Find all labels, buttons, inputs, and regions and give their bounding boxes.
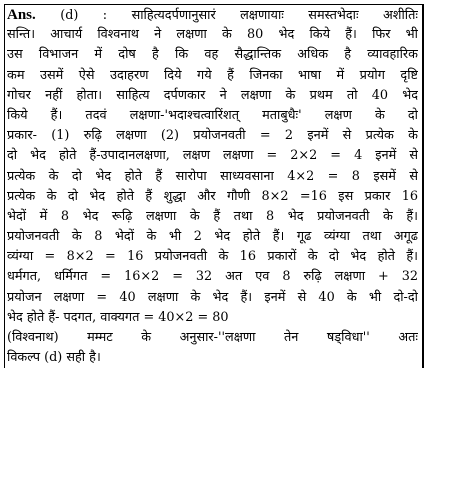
answer-line-8: दो भेद होते हैं-उपादानलक्षणा, लक्षण लक्षणा = 2×2 = 4 इनमें से [7,148,418,164]
answer-line-12: प्रयोजनवती के 8 भेदों के भी 2 भेद होते हैं। गूढ व्यंग्या तथा अगूढ [7,229,418,245]
answer-line-15: प्रयोजन लक्षणा = 40 लक्षणा के भेद हैं। इनमें से 40 के भी दो-दो [7,289,418,305]
answer-line-7: प्रकार- (1) रुढ़ि लक्षणा (2) प्रयोजनवती = 2 इनमें से प्रत्येक के [7,128,418,144]
answer-line-1 [7,5,418,25]
answer-line-5: गोचर नहीं होता। साहित्य दर्पणकार ने लक्षणा के प्रथम तो 40 भेद [7,87,418,103]
answer-line-11: भेदों में 8 भेद रूढ़ि लक्षणा के हैं तथा 8 भेद प्रयोजनवती के हैं। [7,208,418,224]
answer-line-3: उस विभाजन में दोष है कि वह सैद्धान्तिक अधिक है व्यावहारिक [7,47,418,63]
answer-line-4: कम उसमें ऐसे उदाहरण दिये गये हैं जिनका भाषा में प्रयोग दृष्टि [7,67,418,83]
answer-line-13: व्यंग्या = 8×2 = 16 प्रयोजनवती के 16 प्रकारों के दो भेद होते हैं। [7,249,418,265]
answer-line-18: विकल्प (d) सही है। [7,350,101,366]
answer-line-9: प्रत्येक के दो भेद होते हैं सारोपा साध्यवसाना 4×2 = 8 इसमें से [7,168,418,184]
answer-line-17: (विश्वनाथ) मम्मट के अनुसार-''लक्षणा तेन षड्विधा'' अतः [7,330,418,345]
answer-line-14: धर्मगत, धर्मिगत = 16×2 = 32 अत एव 8 रुढ़ि लक्षणा + 32 [7,269,418,285]
answer-line-6: किये हैं। तदवं लक्षणा-'भदाश्चत्वारिंशत् मताबुधैः' लक्षण के दो [7,107,418,123]
answer-tag: Ans. [7,7,36,23]
answer-line-16: भेद होते हैं- पदगत, वाक्यगत = 40×2 = 80 [7,309,229,325]
answer-box [4,4,424,368]
answer-line-10: प्रत्येक के दो भेद होते हैं शुद्धा और गौणी 8×2 =16 इस प्रकार 16 [7,188,418,204]
answer-option: (d) : [60,8,108,23]
answer-line-2: सन्ति। आचार्य विश्वनाथ ने लक्षणा के 80 भेद किये हैं। फिर भी [7,27,418,43]
answer-text: साहित्यदर्पणानुसारं लक्षणायाः समस्तभेदाः अशीतिः [131,8,418,23]
